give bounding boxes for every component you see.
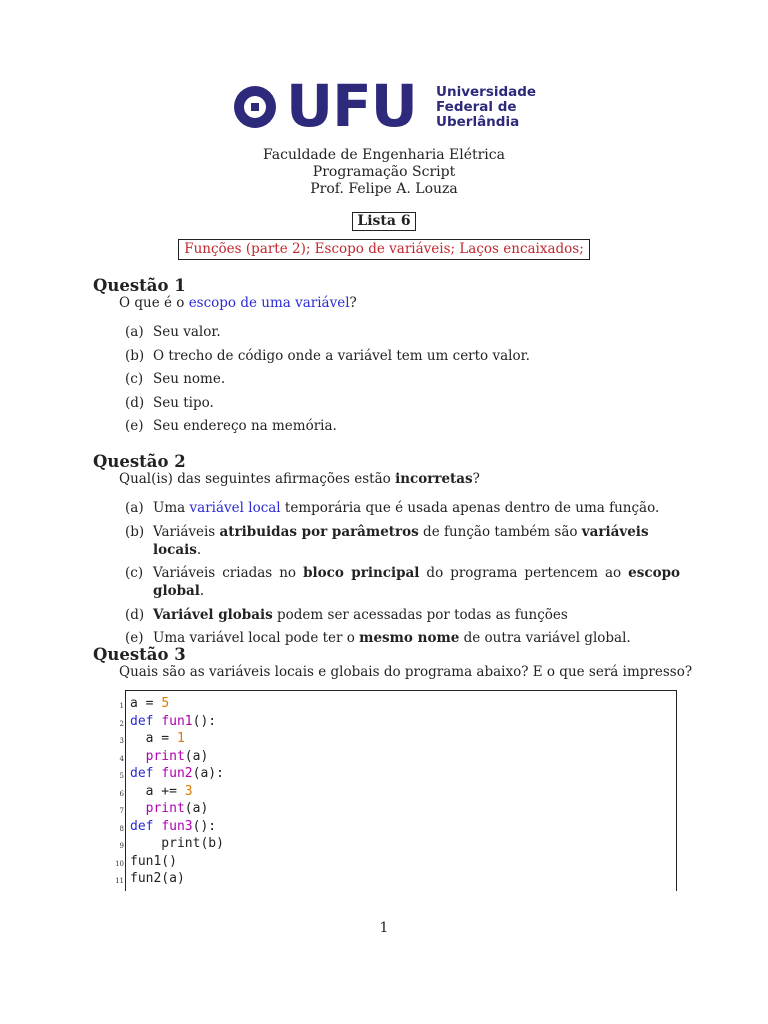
option-text: temporária que é usada apenas dentro de uma função. [280,500,660,516]
q1-option-e [125,417,680,435]
faculty-name: Faculdade de Engenharia Elétrica [263,147,505,163]
code-token: a = [130,696,162,711]
logo-acronym: UFU [286,72,417,140]
code-text [130,835,224,853]
option-label: (b) [125,347,145,364]
option-text: Seu tipo. [153,394,214,411]
q2-text-post: ? [472,471,480,487]
q1-text-post: ? [349,295,357,311]
q2-option-b [125,523,680,559]
page-number: 1 [379,920,389,936]
q1-text-pre: O que é o [119,295,189,311]
option-label: (e) [125,630,144,646]
code-token: def [130,818,154,834]
logo-name-line3: Uberlândia [436,114,520,130]
code-text [130,800,208,818]
option-label: (c) [125,371,144,387]
code-text [130,748,208,766]
code-token: 1 [176,731,185,746]
line-number: 1 [119,702,124,710]
q1-option-b [125,347,680,365]
option-label: (a) [125,500,144,516]
code-token: (a): [192,766,224,781]
code-token: fun1 [161,713,193,729]
line-number: 9 [119,842,124,850]
option-text: O trecho de código onde a variável tem um certo valor. [153,347,530,364]
q1-option-c [125,370,680,388]
q2-option-d [125,606,680,624]
option-label: (e) [125,418,144,434]
code-text [130,730,185,748]
q1-option-a [125,323,680,341]
code-token: (a) [184,748,209,764]
code-token: a = [130,731,177,746]
code-token: (): [192,818,217,834]
q2-local-variable-link[interactable]: variável local [189,500,281,516]
q2-option-a [125,499,680,517]
ufu-logo [232,72,537,140]
code-token [130,801,146,816]
logo-university-name [436,85,536,130]
code-token: fun1() [130,853,177,869]
code-token: print [145,801,185,816]
code-text [130,853,177,871]
option-text: de outra variável global. [459,630,631,646]
option-text: Seu nome. [153,371,226,387]
list-title-wrap [0,212,768,231]
option-text: podem ser acessadas por todas as funções [272,606,568,623]
logo-name-line1: Universidade [436,84,537,100]
code-token: def [130,713,154,729]
question-2-options [125,499,680,647]
code-token: 3 [184,783,193,799]
option-text: Uma [153,500,190,516]
code-text [130,818,216,836]
code-token: print [145,748,185,764]
code-text [130,783,193,801]
course-name: Programação Script [312,164,456,180]
code-token: def [130,766,154,781]
option-label: (c) [125,565,144,581]
question-3-title: Questão 3 [93,645,186,664]
code-token [130,749,146,764]
q2-option-c [125,564,680,600]
line-number: 5 [119,772,124,780]
option-text: . [199,583,205,599]
option-bold-text: mesmo nome [359,630,460,646]
q2-text-bold: incorretas [395,471,473,487]
line-number: 7 [119,807,124,815]
option-bold-text: atribuidas por parâmetros [219,523,419,540]
code-token: fun2(a) [130,871,185,886]
code-token: fun3 [161,818,193,834]
option-bold-text: variáveis locais [153,523,649,558]
option-text: de função também são [418,523,582,540]
question-1-text [119,295,357,312]
code-token: print(b) [130,836,224,851]
line-number: 11 [115,877,124,885]
question-1-title: Questão 1 [93,276,186,295]
subject-wrap [0,239,768,260]
code-token: (): [192,713,217,729]
question-2-title: Questão 2 [93,452,186,471]
list-subject: Funções (parte 2); Escopo de variáveis; Laços encaixados; [178,239,590,260]
code-text [130,695,169,713]
line-number: 2 [119,719,124,728]
ufu-logo-mark-icon [232,84,278,130]
option-text: Variáveis [153,523,220,540]
line-number: 8 [119,824,124,833]
option-bold-text: Variável globais [153,606,273,623]
option-text: do programa pertencem ao [419,565,629,581]
line-number: 3 [119,737,124,745]
option-bold-text: escopo global [153,565,681,599]
option-label: (a) [125,324,144,340]
list-title: Lista 6 [352,212,415,231]
code-text [130,870,185,888]
q2-option-e [125,629,680,647]
question-1-options [125,323,680,435]
professor-name: Prof. Felipe A. Louza [310,181,458,197]
q1-scope-link[interactable]: escopo de uma variável [188,295,350,311]
code-token: fun2 [161,766,193,781]
line-number: 6 [119,789,124,798]
code-token: a += [130,783,185,799]
option-label: (d) [125,394,145,411]
option-text: . [196,541,202,558]
code-listing [115,690,677,891]
option-text: Variáveis criadas no [153,565,304,581]
option-label: (d) [125,606,145,623]
code-token: 5 [161,696,170,711]
q1-option-d [125,394,680,412]
q2-text-pre: Qual(is) das seguintes afirmações estão [119,471,396,487]
code-token: (a) [184,801,209,816]
question-2-text [119,471,480,488]
code-text [130,713,216,731]
option-text: Uma variável local pode ter o [153,630,360,646]
logo-name-line2: Federal de [436,99,517,115]
option-text: Seu endereço na memória. [153,418,337,434]
code-text [130,765,224,783]
line-number: 10 [115,859,124,868]
option-label: (b) [125,523,145,540]
question-3-text: Quais são as variáveis locais e globais do programa abaixo? E o que será impresso? [119,664,693,680]
option-bold-text: bloco principal [303,565,420,581]
option-text: Seu valor. [153,324,221,340]
line-number: 4 [119,754,124,763]
